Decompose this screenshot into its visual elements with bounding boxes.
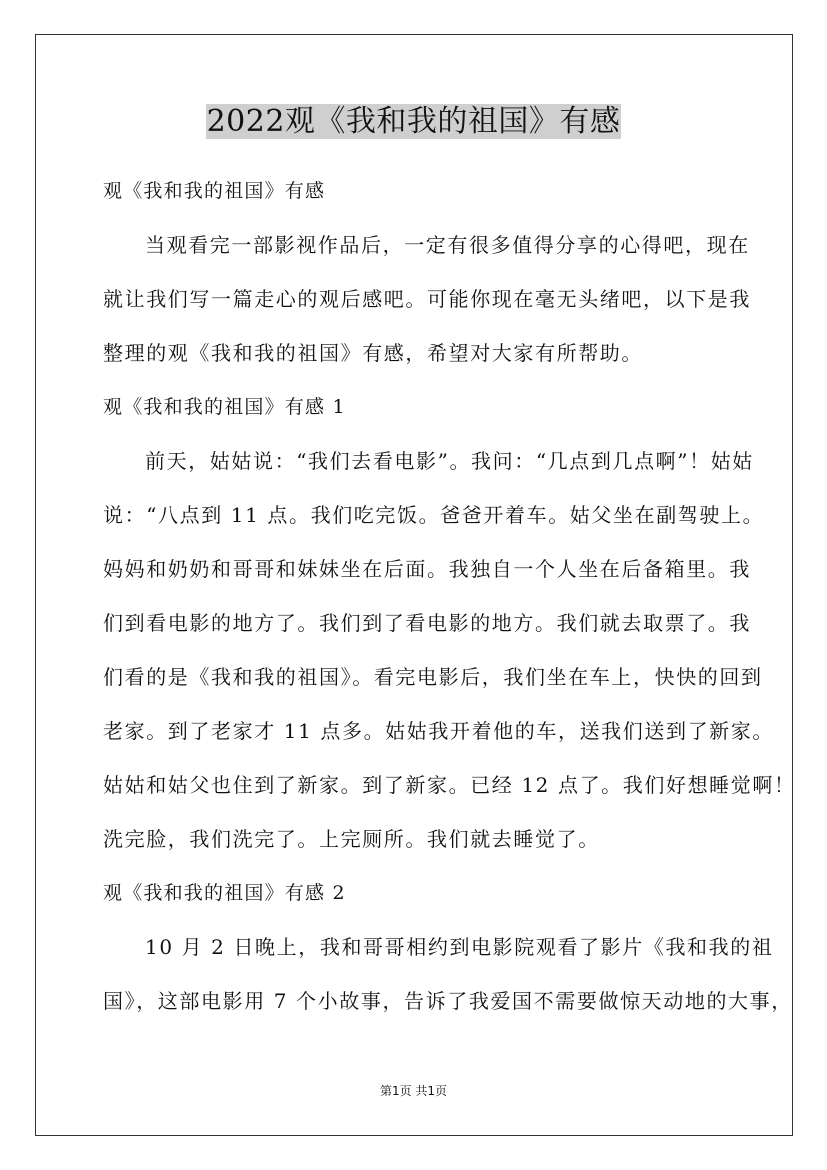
document-title-wrap: [0, 100, 827, 144]
section-heading: 观《我和我的祖国》有感 2: [103, 882, 346, 904]
paragraph-line: 们看的是《我和我的祖国》。看完电影后，我们坐在车上，快快的回到: [103, 665, 763, 689]
paragraph-line: 姑姑和姑父也住到了新家。到了新家。已经 12 点了。我们好想睡觉啊！: [103, 773, 796, 797]
paragraph-line: 说：“八点到 11 点。我们吃完饭。爸爸开着车。姑父坐在副驾驶上。: [103, 503, 765, 527]
paragraph-line: 们到看电影的地方了。我们到了看电影的地方。我们就去取票了。我: [103, 611, 751, 635]
paragraph-line: 老家。到了老家才 11 点多。姑姑我开着他的车，送我们送到了新家。: [103, 719, 774, 743]
paragraph-line: 前天，姑姑说：“我们去看电影”。我问：“几点到几点啊”！姑姑: [145, 449, 754, 473]
document-body: [103, 164, 796, 1028]
paragraph-line: 当观看完一部影视作品后，一定有很多值得分享的心得吧，现在: [145, 233, 750, 257]
paragraph-line: 妈妈和奶奶和哥哥和妹妹坐在后面。我独自一个人坐在后备箱里。我: [103, 557, 751, 581]
paragraph-line: 国》，这部电影用 7 个小故事，告诉了我爱国不需要做惊天动地的大事，: [103, 989, 793, 1013]
paragraph-line: 洗完脸，我们洗完了。上完厕所。我们就去睡觉了。: [103, 827, 600, 851]
document-title: 2022观《我和我的祖国》有感: [206, 104, 621, 139]
page-footer: 第1页 共1页: [379, 1084, 448, 1098]
paragraph-line: 就让我们写一篇走心的观后感吧。可能你现在毫无头绪吧，以下是我: [103, 287, 751, 311]
section-heading: 观《我和我的祖国》有感 1: [103, 396, 346, 418]
paragraph-line: 整理的观《我和我的祖国》有感，希望对大家有所帮助。: [103, 341, 643, 365]
paragraph-line: 10 月 2 日晚上，我和哥哥相约到电影院观看了影片《我和我的祖: [145, 935, 774, 959]
section-heading: 观《我和我的祖国》有感: [103, 180, 326, 202]
